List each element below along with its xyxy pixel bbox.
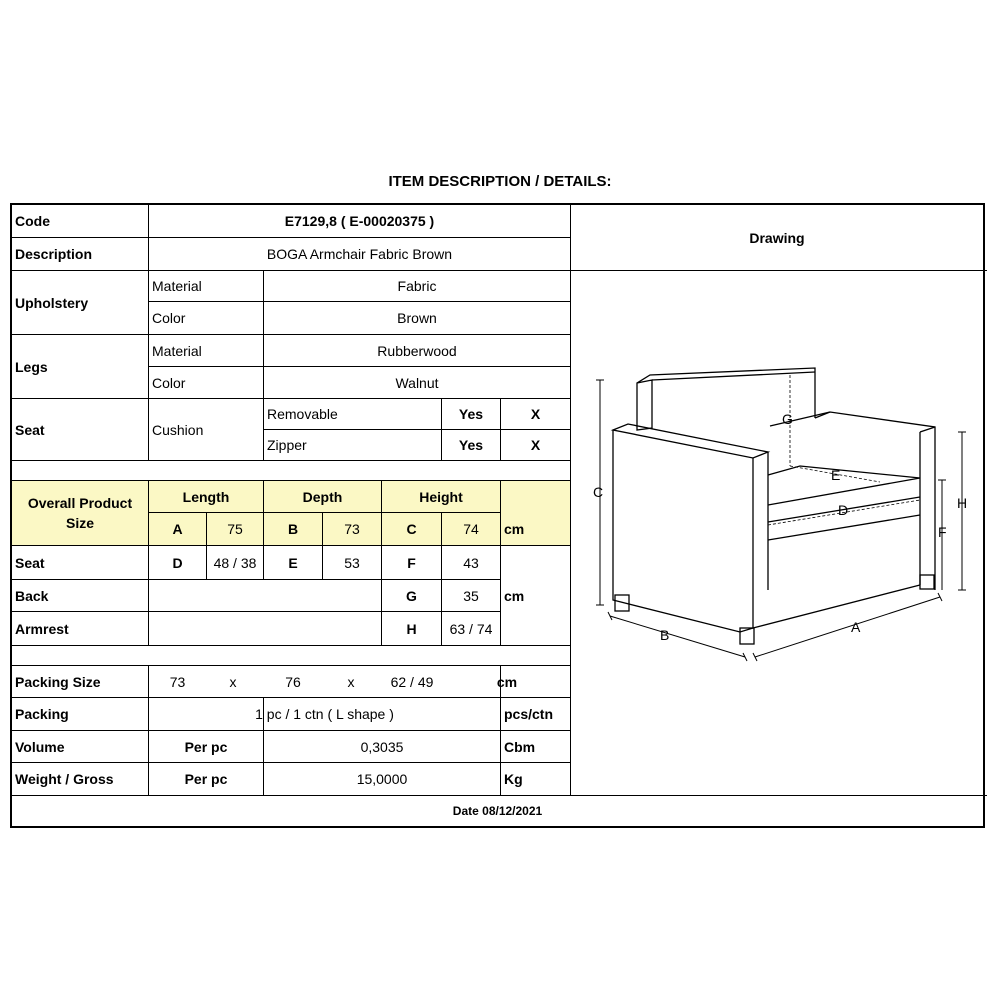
removable-label: Removable [267, 406, 338, 422]
dim-letter-g: G [782, 411, 793, 427]
a-value: 75 [227, 521, 243, 537]
weight-label: Weight / Gross [15, 771, 114, 787]
upholstery-material-value: Fabric [397, 278, 437, 294]
upholstery-label: Upholstery [15, 294, 89, 311]
g-value: 35 [463, 587, 479, 604]
divider [12, 645, 570, 646]
legs-color-value: Walnut [395, 374, 439, 391]
back-unit: cm [504, 587, 525, 604]
d-code: D [172, 554, 183, 571]
divider [12, 460, 570, 461]
f-code: F [407, 554, 416, 571]
zipper-label: Zipper [267, 437, 307, 453]
removable-value: Yes [458, 406, 484, 422]
volume-unit: Cbm [504, 738, 536, 755]
overall-unit: cm [504, 521, 525, 537]
seat-label: Seat [15, 421, 45, 438]
dim-letter-f: F [938, 524, 947, 540]
c-code: C [406, 521, 417, 537]
packing-unit: pcs/ctn [504, 706, 554, 722]
packing-size-label: Packing Size [15, 673, 101, 690]
e-code: E [288, 554, 298, 571]
dim-letter-h: H [957, 495, 968, 511]
length-header: Length [182, 488, 230, 505]
dim-letter-b: B [660, 627, 670, 643]
g-code: G [406, 587, 417, 604]
dim-letter-d: D [838, 502, 849, 518]
code-label: Code [15, 213, 50, 229]
dim-letter-e: E [831, 467, 841, 483]
c-value: 74 [463, 521, 479, 537]
dim-letter-c: C [593, 484, 604, 500]
volume-value: 0,3035 [360, 738, 404, 755]
description-label: Description [15, 246, 93, 262]
seat-dims-label: Seat [15, 554, 45, 571]
drawing-header: Drawing [749, 229, 805, 246]
packing-size-x2: x [347, 673, 355, 690]
f-value: 43 [463, 554, 479, 571]
volume-label: Volume [15, 738, 65, 755]
cushion-label: Cushion [152, 421, 204, 438]
zipper-mark: X [530, 437, 541, 453]
packing-value: 1 pc / 1 ctn ( L shape ) [255, 706, 394, 722]
description-value: BOGA Armchair Fabric Brown [266, 246, 453, 262]
back-label: Back [15, 587, 49, 604]
h-code: H [406, 620, 417, 637]
table-drawing-divider [570, 205, 571, 795]
packing-size-v2: 76 [285, 673, 301, 690]
weight-per: Per pc [184, 771, 228, 787]
document-title: ITEM DESCRIPTION / DETAILS: [388, 173, 612, 190]
zipper-value: Yes [458, 437, 484, 453]
h-value: 63 / 74 [449, 620, 493, 637]
armrest-label: Armrest [15, 620, 69, 637]
date-footer: Date 08/12/2021 [452, 804, 543, 818]
volume-per: Per pc [184, 738, 228, 755]
legs-material-label: Material [152, 342, 202, 359]
depth-header: Depth [302, 488, 343, 505]
e-value: 53 [344, 554, 360, 571]
a-code: A [172, 521, 183, 537]
armchair-outline [613, 368, 935, 644]
overall-size-label: Overall Product Size [27, 495, 133, 531]
packing-size-v1: 73 [169, 673, 186, 690]
code-value: E7129,8 ( E-00020375 ) [284, 213, 435, 229]
weight-unit: Kg [504, 771, 523, 787]
packing-label: Packing [15, 706, 69, 722]
b-value: 73 [344, 521, 360, 537]
legs-label: Legs [15, 358, 48, 375]
legs-color-label: Color [152, 374, 186, 391]
legs-material-value: Rubberwood [377, 342, 457, 359]
upholstery-color-label: Color [152, 310, 186, 326]
packing-size-x1: x [229, 673, 237, 690]
armchair-drawing [580, 350, 980, 680]
d-value: 48 / 38 [213, 554, 257, 571]
packing-size-v3: 62 / 49 [390, 673, 434, 690]
packing-size-unit: cm [496, 673, 518, 690]
height-header: Height [419, 488, 463, 505]
dim-letter-a: A [851, 619, 861, 635]
b-code: B [287, 521, 299, 537]
upholstery-material-label: Material [152, 278, 202, 294]
removable-mark: X [530, 406, 541, 422]
upholstery-color-value: Brown [397, 310, 437, 326]
weight-value: 15,0000 [356, 771, 408, 787]
